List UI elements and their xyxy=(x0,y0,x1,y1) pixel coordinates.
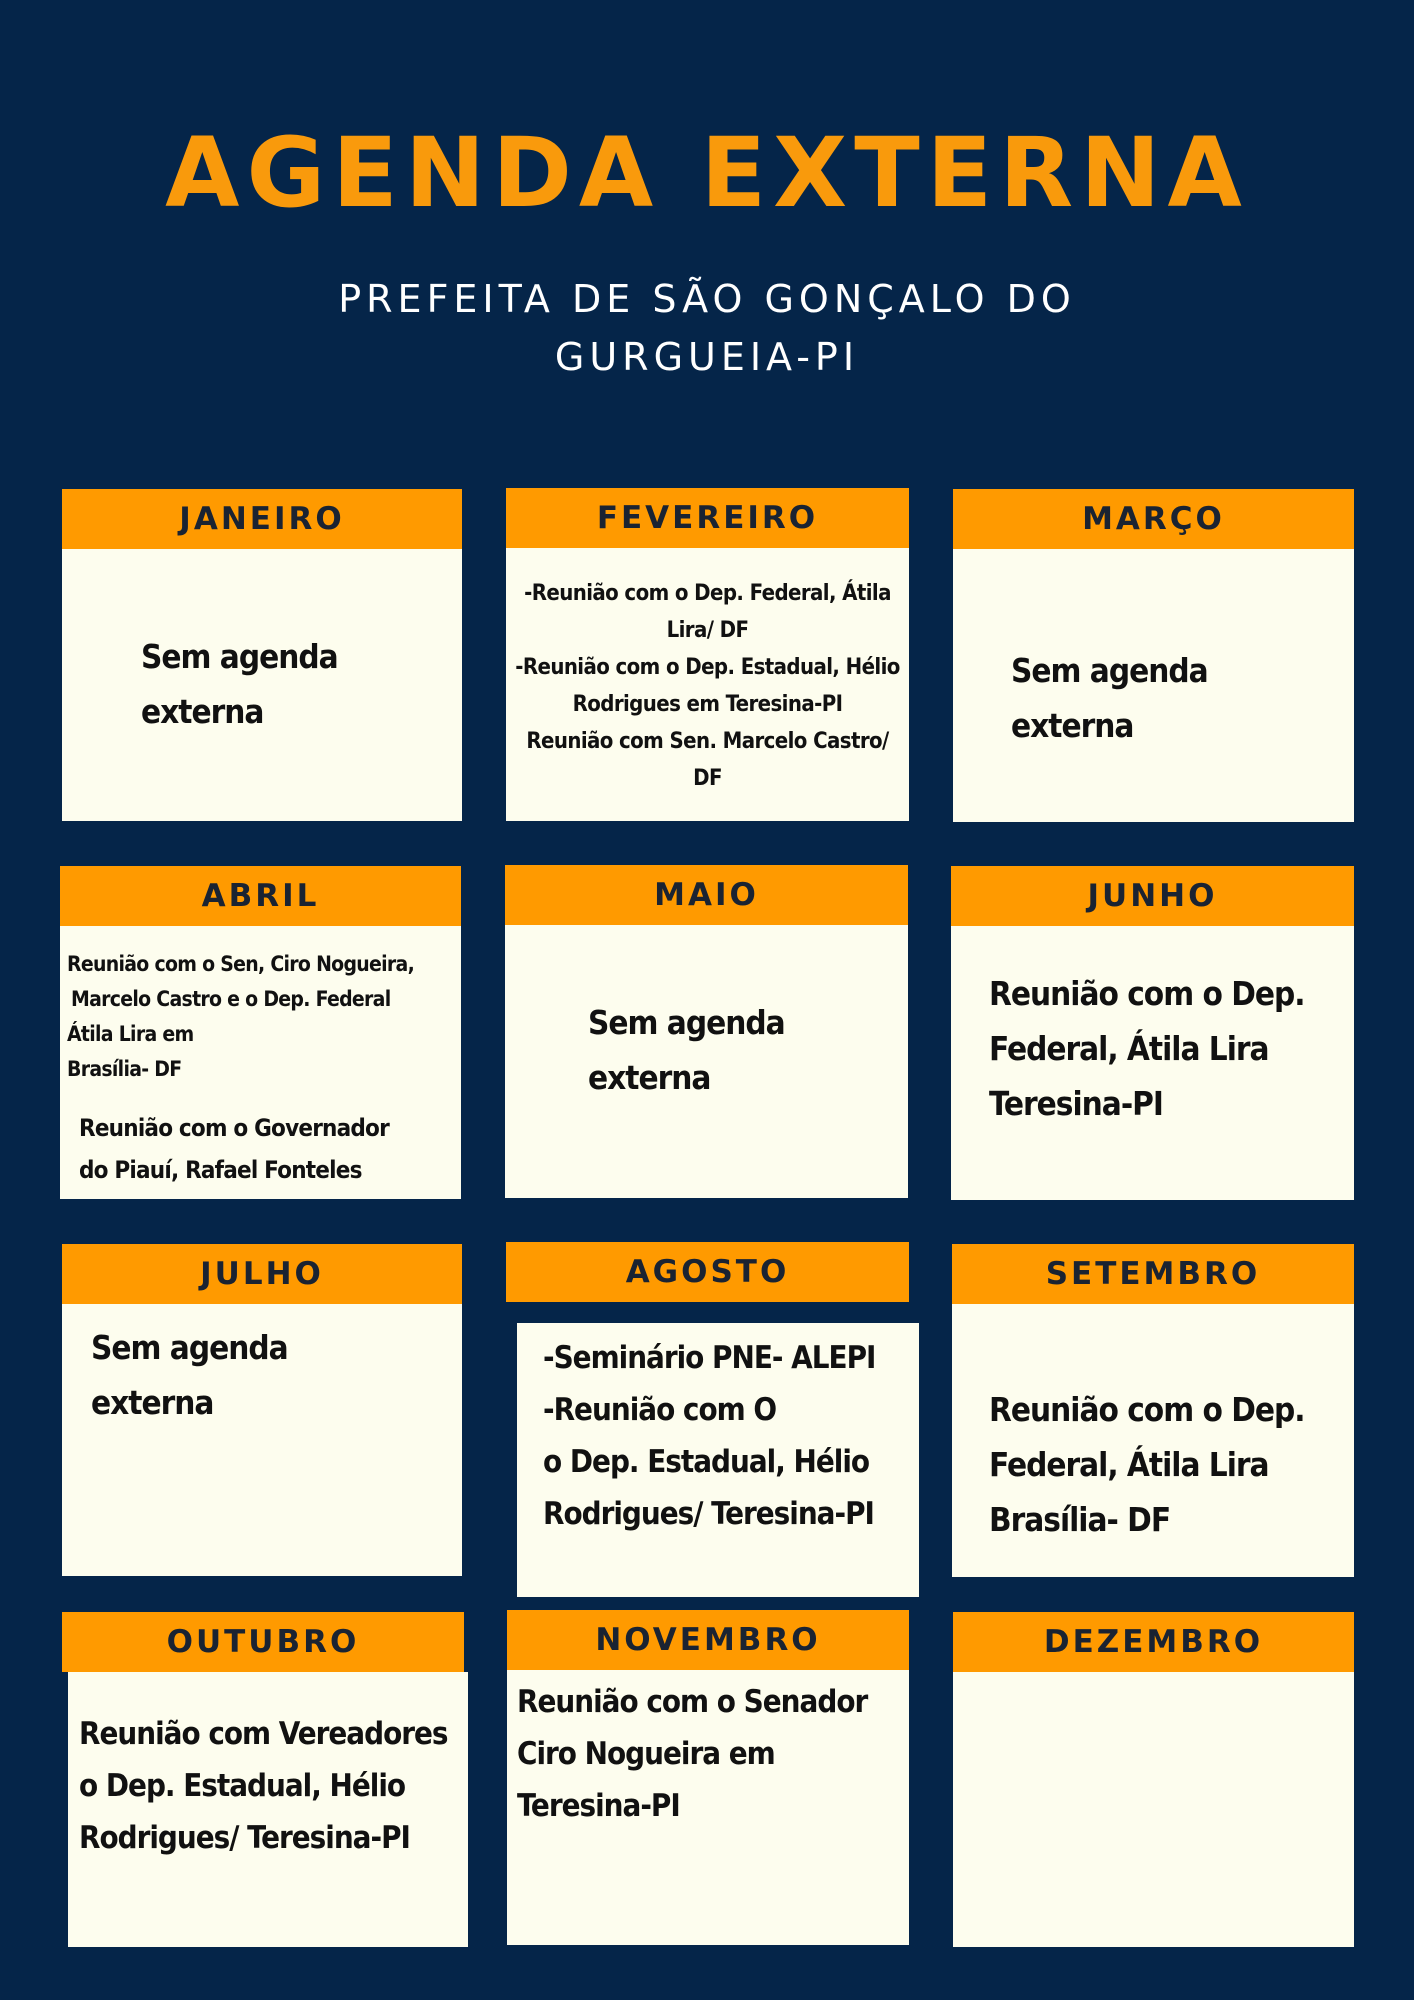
month-text-fevereiro: -Reunião com o Dep. Federal, Átila Lira/ DF -Reunião com o Dep. Estadual, Hélio Rodrigues em Teresina-PI Reunião com Sen. Marcelo Castro/ DF xyxy=(515,581,900,791)
month-text-maio: Sem agenda externa xyxy=(588,1003,785,1097)
month-text-outubro: Reunião com Vereadores o Dep. Estadual, Hélio Rodrigues/ Teresina-PI xyxy=(79,1716,448,1856)
month-header-agosto: AGOSTO xyxy=(506,1242,909,1302)
page-subtitle xyxy=(0,270,1414,386)
month-text-janeiro: Sem agenda externa xyxy=(141,637,338,731)
month-text-agosto: -Seminário PNE- ALEPI -Reunião com O o Dep. Estadual, Hélio Rodrigues/ Teresina-PI xyxy=(543,1340,876,1532)
month-card-marco xyxy=(953,549,1354,822)
month-header-setembro: SETEMBRO xyxy=(952,1244,1354,1304)
month-header-janeiro: JANEIRO xyxy=(62,489,462,549)
month-card-outubro xyxy=(68,1672,468,1947)
month-header-julho: JULHO xyxy=(62,1244,462,1304)
month-text-abril: Reunião com o Sen, Ciro Nogueira, Marcelo Castro e o Dep. Federal Átila Lira em Brasília- DF xyxy=(67,952,415,1081)
month-text-junho: Reunião com o Dep. Federal, Átila Lira Teresina-PI xyxy=(989,974,1305,1123)
subtitle-line: GURGUEIA-PI xyxy=(554,335,860,379)
month-card-maio xyxy=(505,925,908,1198)
month-card-fevereiro xyxy=(506,548,909,821)
month-text-marco: Sem agenda externa xyxy=(1011,651,1208,745)
subtitle-line: PREFEITA DE SÃO GONÇALO DO xyxy=(338,277,1076,321)
month-card-abril xyxy=(60,926,461,1199)
month-card-julho xyxy=(62,1304,462,1576)
month-header-junho: JUNHO xyxy=(951,866,1354,926)
month-card-novembro xyxy=(507,1670,909,1945)
month-card-janeiro xyxy=(62,549,462,821)
month-text-julho: Sem agenda externa xyxy=(91,1328,288,1422)
month-header-marco: MARÇO xyxy=(953,489,1354,549)
month-header-novembro: NOVEMBRO xyxy=(507,1610,909,1670)
month-text-novembro: Reunião com o Senador Ciro Nogueira em Teresina-PI xyxy=(517,1684,868,1824)
month-header-dezembro: DEZEMBRO xyxy=(953,1612,1354,1672)
month-header-outubro: OUTUBRO xyxy=(62,1612,464,1672)
month-card-junho xyxy=(951,926,1354,1200)
page-title: AGENDA EXTERNA xyxy=(165,117,1249,229)
month-card-setembro xyxy=(952,1304,1354,1577)
month-header-maio: MAIO xyxy=(505,865,908,925)
month-text-abril-2: Reunião com o Governador do Piauí, Rafael Fonteles xyxy=(79,1114,389,1184)
month-header-abril: ABRIL xyxy=(60,866,461,926)
month-text-setembro: Reunião com o Dep. Federal, Átila Lira Brasília- DF xyxy=(989,1390,1305,1539)
month-card-agosto xyxy=(517,1323,919,1597)
month-card-dezembro xyxy=(953,1672,1354,1947)
month-header-fevereiro: FEVEREIRO xyxy=(506,488,909,548)
